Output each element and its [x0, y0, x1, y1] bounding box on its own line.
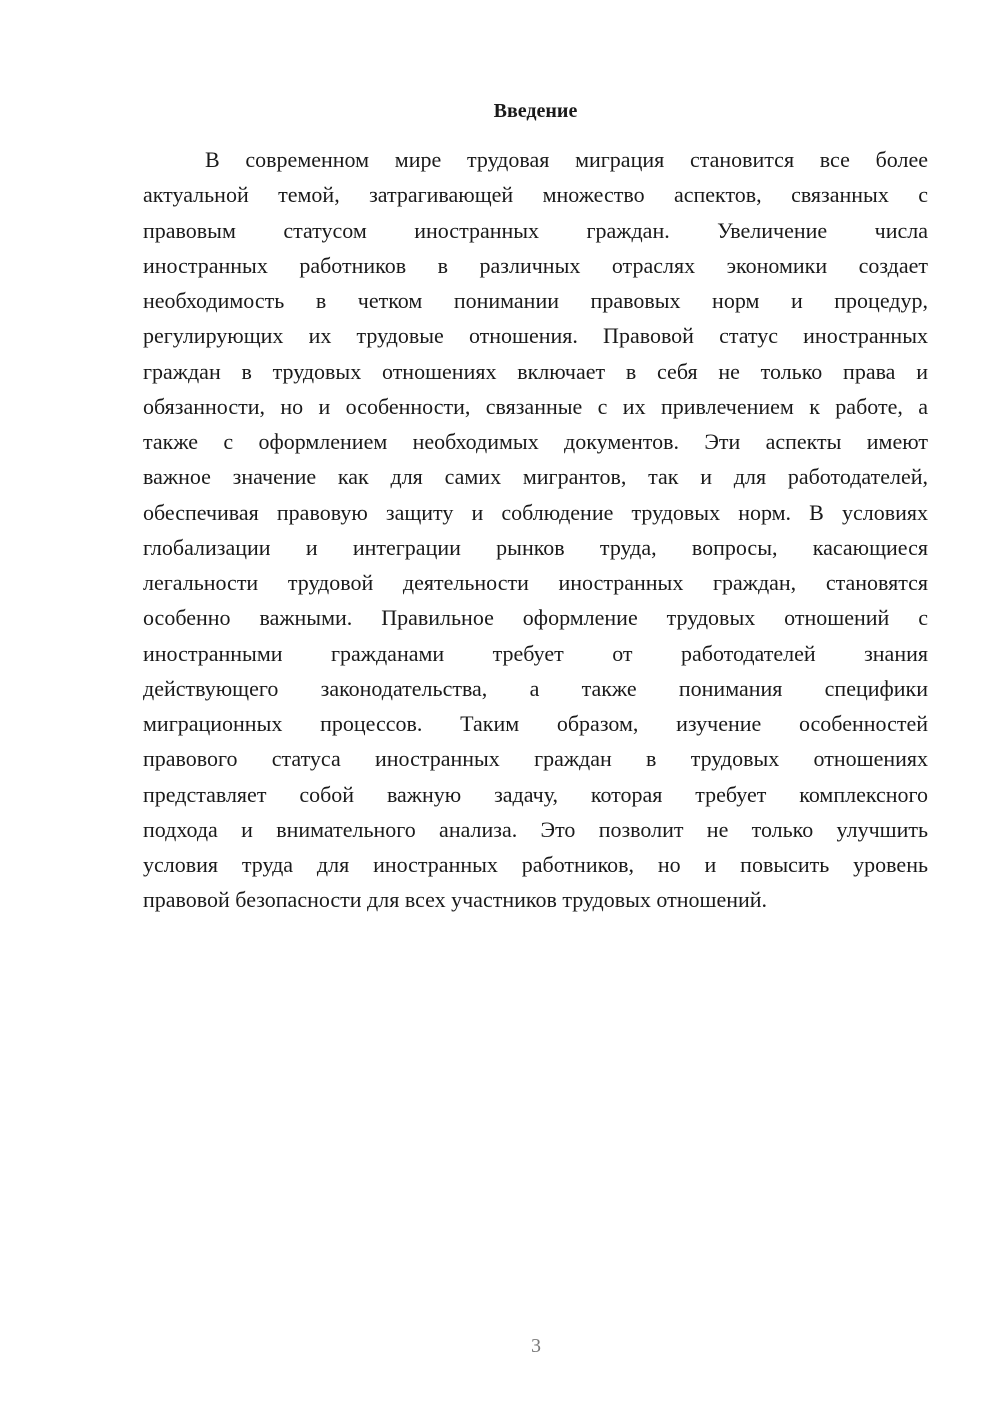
paragraph-line: правового статуса иностранных граждан в трудовых отношениях — [143, 746, 928, 772]
paragraph-line: правовым статусом иностранных граждан. Увеличение числа — [143, 217, 928, 243]
paragraph-line: легальности трудовой деятельности иностранных граждан, становятся — [143, 570, 928, 595]
paragraph-line: обязанности, но и особенности, связанные с их привлечением к работе, а — [143, 393, 928, 419]
paragraph-line: регулирующих их трудовые отношения. Правовой статус иностранных — [143, 323, 928, 349]
page-number: 3 — [531, 1335, 541, 1357]
paragraph-line: глобализации и интеграции рынков труда, вопросы, касающиеся — [143, 534, 928, 560]
paragraph-line: актуальной темой, затрагивающей множество аспектов, связанных с — [143, 182, 928, 208]
paragraph-line: представляет собой важную задачу, которая требует комплексного — [143, 781, 928, 807]
paragraph-line: важное значение как для самих мигрантов, так и для работодателей, — [143, 464, 928, 490]
paragraph-line: обеспечивая правовую защиту и соблюдение трудовых норм. В условиях — [143, 499, 928, 525]
paragraph-line: миграционных процессов. Таким образом, изучение особенностей — [143, 711, 928, 736]
paragraph-line: подхода и внимательного анализа. Это позволит не только улучшить — [143, 816, 928, 842]
paragraph-line: также с оформлением необходимых документов. Эти аспекты имеют — [143, 429, 928, 454]
paragraph-line: действующего законодательства, а также понимания специфики — [143, 675, 928, 701]
paragraph-line: иностранных работников в различных отраслях экономики создает — [143, 252, 928, 278]
paragraph-line: необходимость в четком понимании правовых норм и процедур, — [143, 288, 928, 313]
section-heading: Введение — [493, 100, 578, 122]
paragraph-line: правовой безопасности для всех участников трудовых отношений. — [143, 887, 768, 913]
paragraph-line: граждан в трудовых отношениях включает в себя не только права и — [143, 358, 928, 384]
paragraph-line: особенно важными. Правильное оформление трудовых отношений с — [143, 605, 928, 631]
paragraph-line: В современном мире трудовая миграция становится все более — [205, 147, 928, 172]
paragraph-line: условия труда для иностранных работников, но и повысить уровень — [143, 852, 928, 877]
body-paragraph — [143, 142, 928, 918]
paragraph-line: иностранными гражданами требует от работодателей знания — [143, 640, 928, 666]
